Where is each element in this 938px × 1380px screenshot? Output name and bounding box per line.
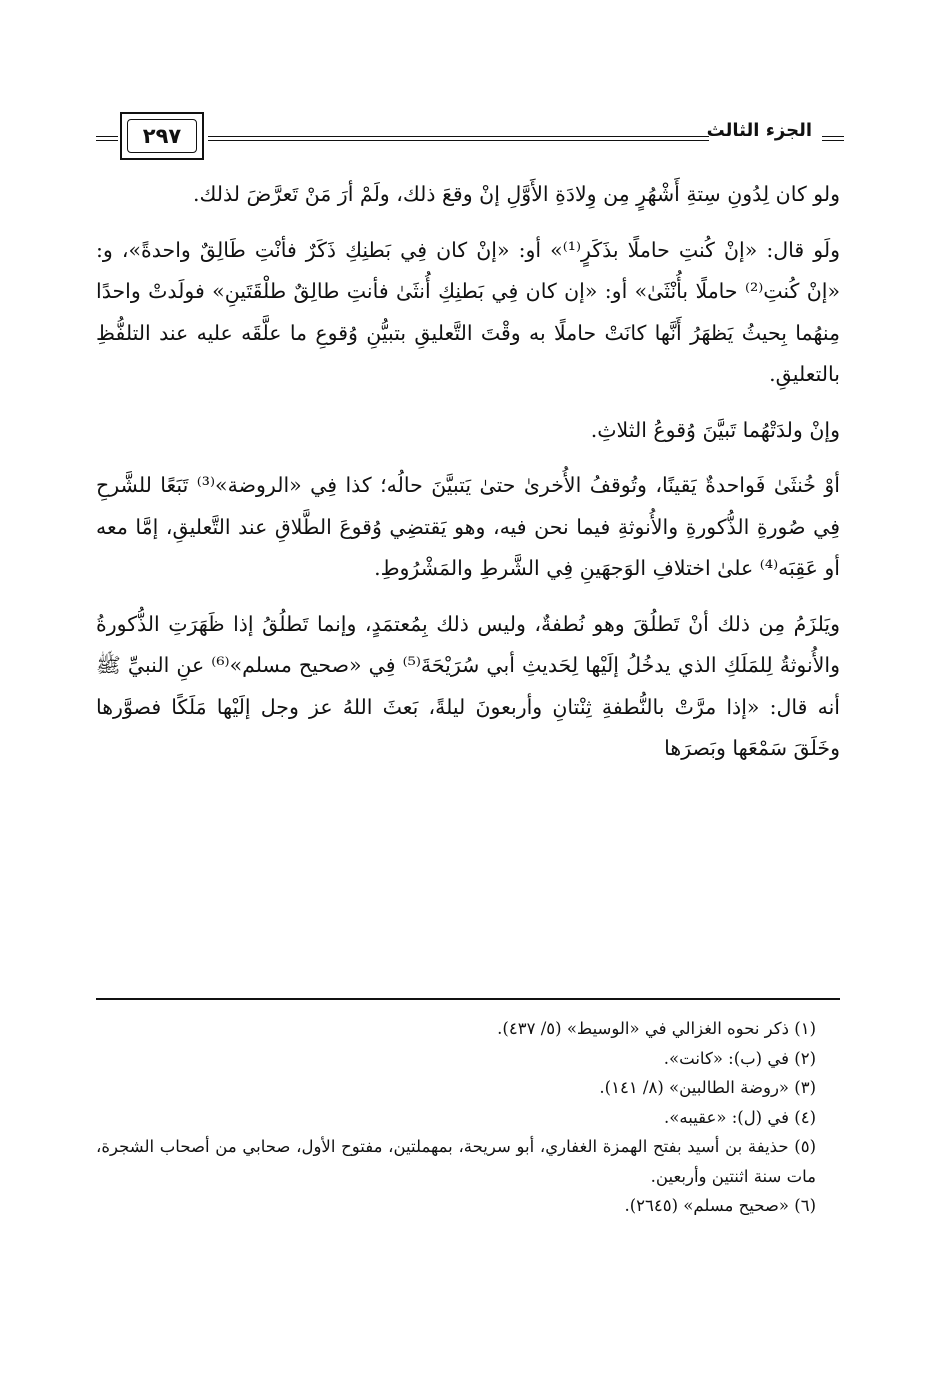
footnote-separator <box>96 998 840 1000</box>
header-rule <box>208 136 709 141</box>
footnote: (٢) في (ب): «كانت». <box>663 1048 816 1068</box>
paragraph: ويَلزَمُ مِن ذلك أنْ تَطلُقَ وهو نُطفةٌ، وليس ذلك بِمُعتمَدٍ، وإنما تَطلُقُ إذا ظَهَرَتِ الذُّكورةُ والأُنوثةُ لِلمَلَكِ الذي يدخُلُ إلَيْها لِحَديثِ أبي سُرَيْحَةَ⁽⁵⁾ فِي «صحيح مسلم»⁽⁶⁾ عنِ النبيِّ ﷺ أنه قال: «إذا مرَّتْ بالنُّطفةِ ثِنْتانِ وأربعونَ ليلةً، بَعثَ اللهُ عز وجل إلَيْها مَلَكًا فصوَّرها وخَلَقَ سَمْعَها وبَصرَها <box>96 611 840 760</box>
part-title: الجزء الثالث <box>706 120 812 141</box>
footnote: (٥) حذيفة بن أسيد بفتح الهمزة الغفاري، أبو سريحة، بمهملتين، مفتوح الأول، صحابي من أصحاب الشجرة، مات سنة اثنتين وأربعين. <box>96 1137 816 1186</box>
paragraph: وإنْ ولدَتْهُما تَبيَّنَ وُقوعُ الثلاثِ. <box>590 417 840 442</box>
footnote: (٦) «صحيح مسلم» (٢٦٤٥). <box>624 1196 816 1215</box>
page-number-frame <box>120 112 204 160</box>
main-text <box>96 174 840 770</box>
header-rule-left <box>96 136 118 141</box>
footnote: (١) ذكر نحوه الغزالي في «الوسيط» (٥/ ٤٣٧). <box>497 1019 816 1038</box>
page-number: ٢٩٧ <box>127 119 197 153</box>
paragraph: أوْ خُنثَىٰ فَواحدةٌ يَقينًا، وتُوقفُ الأُخرىٰ حتىٰ يَتبيَّنَ حالُه؛ كذا فِي «الروضة»⁽³⁾ تَبَعًا للشَّرحِ فِي صُورةِ الذُّكورةِ والأُنوثةِ فيما نحن فيه، وهو يَقتضِي وُقوعَ الطَّلاقِ عند التَّعليقِ، إمَّا معه أو عَقِبَه⁽⁴⁾ علىٰ اختلافِ الوَجهَينِ فِي الشَّرطِ والمَشْرُوطِ. <box>96 473 840 580</box>
paragraph: ولو كان لِدُونِ سِتةِ أَشْهُرٍ مِن وِلادَةِ الأَوَّلِ إنْ وقعَ ذلك، ولَمْ أرَ مَنْ تَعرَّضَ لذلك. <box>192 182 840 206</box>
paragraph: ولَو قال: «إنْ كُنتِ حاملًا بذَكَرٍ⁽¹⁾» أو: «إنْ كان فِي بَطنِكِ ذَكَرٌ فأنْتِ طَالِقٌ واحدةً»، و: «إنْ كُنتِ⁽²⁾ حاملًا بأُنْثَىٰ» أو: «إن كان فِي بَطنِكِ أُنثَىٰ فأنتِ طالِقٌ طلْقَتَينِ» فولَدتْ واحدًا مِنهُما بِحيثُ يَظهَرُ أَنَّها كانَتْ حاملًا به وقْتَ التَّعليقِ بتبيُّنِ وُقوعِ ما علَّقَه عليه عند التلفُّظِ بالتعليقِ. <box>96 237 841 386</box>
footnote: (٤) في (ل): «عقيبه». <box>664 1107 816 1127</box>
footnote: (٣) «روضة الطالبين» (٨/ ١٤١). <box>599 1078 816 1097</box>
header-rule-right <box>822 136 844 141</box>
running-header <box>96 112 844 164</box>
footnotes <box>96 1014 840 1221</box>
